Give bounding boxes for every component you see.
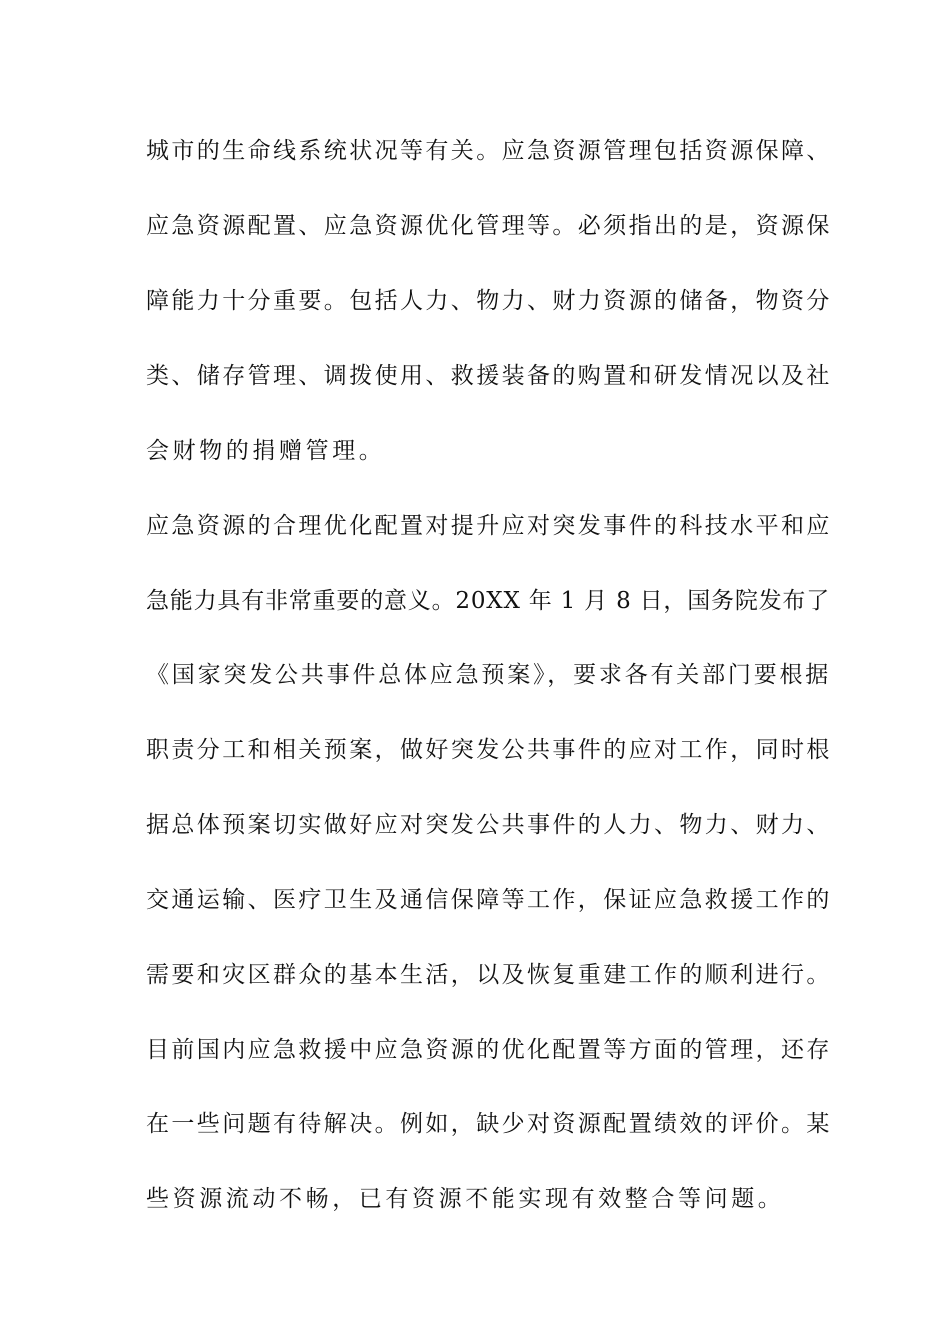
text-line-12: 需要和灾区群众的基本生活，以及恢复重建工作的顺利进行。 — [146, 962, 832, 988]
text-line-9: 职责分工和相关预案，做好突发公共事件的应对工作，同时根 — [146, 737, 832, 763]
text-line-2: 应急资源配置、应急资源优化管理等。必须指出的是，资源保 — [146, 213, 832, 239]
text-line-4: 类、储存管理、调拨使用、救援装备的购置和研发情况以及社 — [146, 363, 832, 389]
text-line-15: 些资源流动不畅，已有资源不能实现有效整合等问题。 — [146, 1186, 785, 1212]
text-line-14: 在一些问题有待解决。例如，缺少对资源配置绩效的评价。某 — [146, 1111, 832, 1137]
text-line-5: 会财物的捐赠管理。 — [146, 438, 386, 464]
text-line-8: 《国家突发公共事件总体应急预案》，要求各有关部门要根据 — [146, 662, 832, 688]
text-line-3: 障能力十分重要。包括人力、物力、财力资源的储备，物资分 — [146, 288, 832, 314]
text-line-10: 据总体预案切实做好应对突发公共事件的人力、物力、财力、 — [146, 812, 832, 838]
text-line-6: 应急资源的合理优化配置对提升应对突发事件的科技水平和应 — [146, 513, 832, 539]
text-line-11: 交通运输、医疗卫生及通信保障等工作，保证应急救援工作的 — [146, 887, 832, 913]
text-line-1: 城市的生命线系统状况等有关。应急资源管理包括资源保障、 — [146, 138, 832, 164]
text-line-7: 急能力具有非常重要的意义。20XX 年 1 月 8 日，国务院发布了 — [146, 588, 831, 614]
text-line-13: 目前国内应急救援中应急资源的优化配置等方面的管理，还存 — [146, 1037, 832, 1063]
